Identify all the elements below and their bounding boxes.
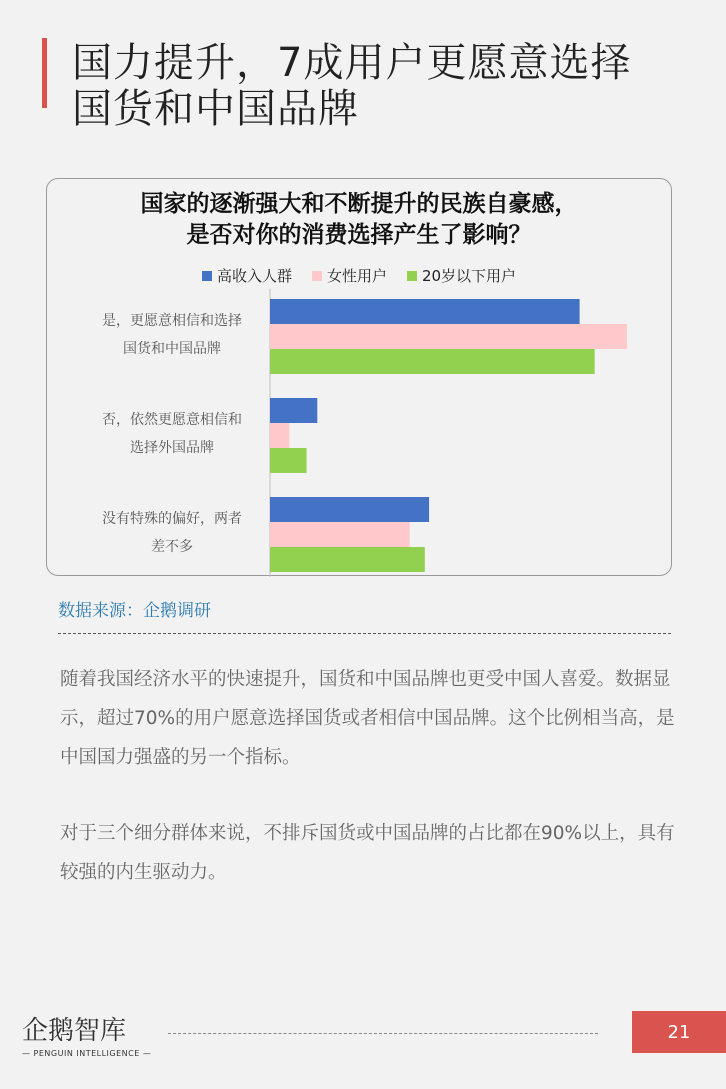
bar-female-cat1 [270, 423, 289, 448]
bar-under-20-cat1 [270, 448, 307, 473]
logo-subtitle: — PENGUIN INTELLIGENCE — [22, 1049, 152, 1058]
bar-female-cat2 [270, 522, 410, 547]
category-label-yes-line2: 国货和中国品牌 [123, 341, 221, 357]
page-title [72, 40, 692, 132]
bar-high-income-cat1 [270, 398, 317, 423]
category-label-neutral-line2: 差不多 [151, 539, 193, 555]
page-number: 21 [632, 1011, 726, 1053]
bar-female-cat0 [270, 324, 627, 349]
footer-dashed-line [168, 1033, 598, 1034]
separator-dashed [58, 633, 671, 634]
data-source: 数据来源：企鹅调研 [58, 601, 211, 621]
paragraph-1: 随着我国经济水平的快速提升，国货和中国品牌也更受中国人喜爱。数据显示，超过70%的用户愿意选择国货或者相信中国品牌。这个比例相当高，是中国国力强盛的另一个指标。 [60, 669, 675, 768]
legend-label-high-income: 高收入人群 [216, 267, 292, 285]
chart-title-line2: 是否对你的消费选择产生了影响？ [186, 222, 532, 248]
bar-high-income-cat0 [270, 299, 580, 324]
chart-panel [46, 178, 672, 576]
logo-text: 企鹅智库 [22, 1016, 127, 1046]
bar-plot [47, 179, 673, 577]
bar-high-income-cat2 [270, 497, 429, 522]
chart-title-line1: 国家的逐渐强大和不断提升的民族自豪感， [140, 191, 578, 217]
legend-label-female: 女性用户 [326, 267, 387, 285]
bar-under-20-cat0 [270, 349, 595, 374]
category-label-no-line2: 选择外国品牌 [130, 440, 214, 456]
legend-label-under-20: 20岁以下用户 [421, 267, 517, 285]
category-label-no-line1: 否，依然更愿意相信和 [102, 412, 242, 428]
bar-under-20-cat2 [270, 547, 425, 572]
logo [22, 1010, 152, 1062]
page-title-line2: 国货和中国品牌 [72, 86, 359, 132]
title-accent-bar [42, 38, 47, 108]
category-label-neutral-line1: 没有特殊的偏好，两者 [102, 511, 242, 527]
category-label-yes-line1: 是，更愿意相信和选择 [102, 313, 242, 329]
paragraph-2: 对于三个细分群体来说，不排斥国货或中国品牌的占比都在90%以上，具有较强的内生驱动力。 [60, 823, 675, 883]
bar-group [270, 289, 627, 577]
page-title-line1: 国力提升，7成用户更愿意选择 [72, 40, 632, 86]
